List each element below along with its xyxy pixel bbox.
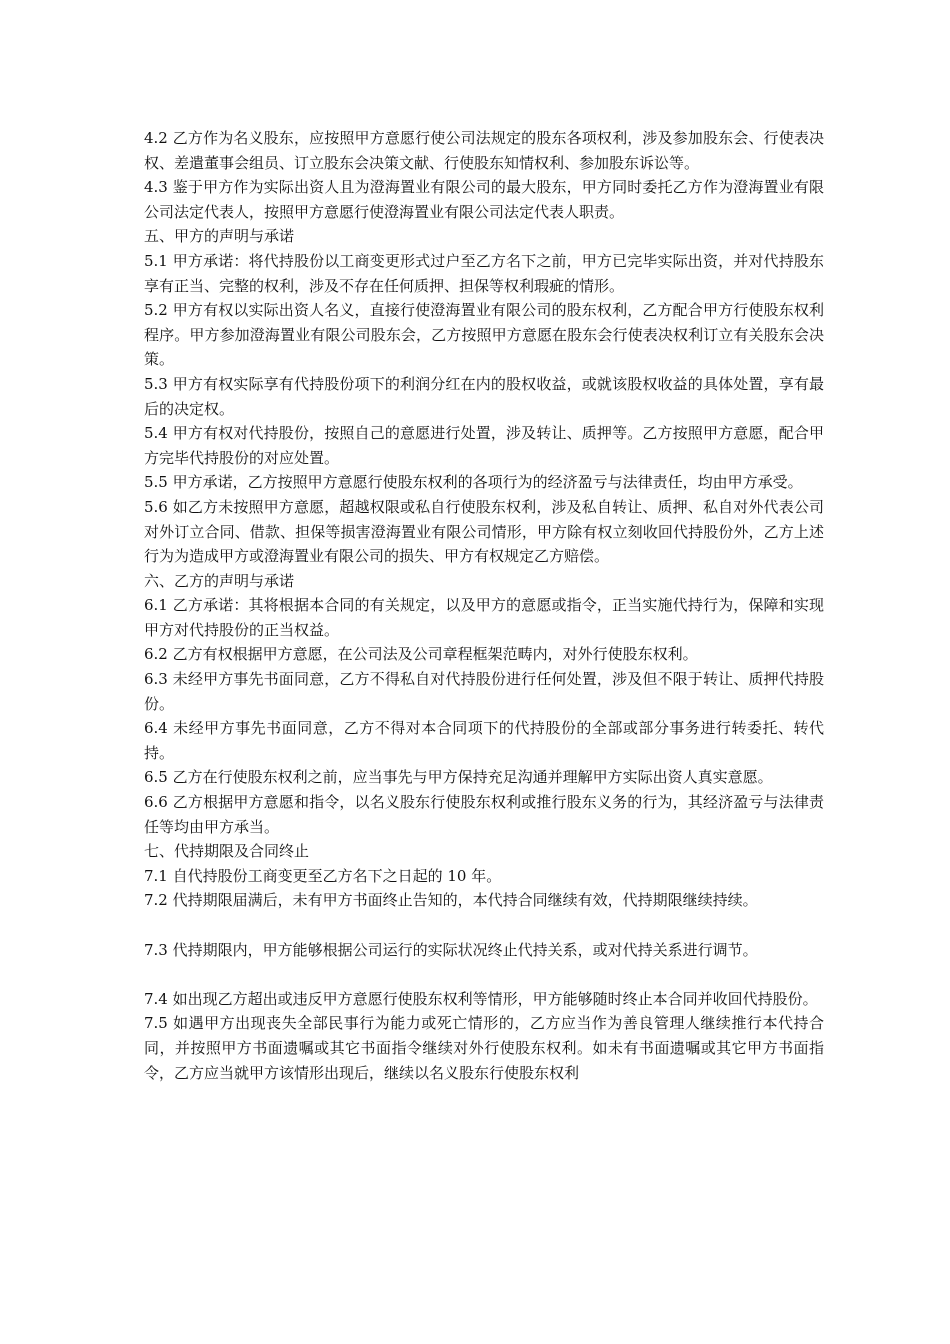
clause-6-5: 6.5 乙方在行使股东权利之前，应当事先与甲方保持充足沟通并理解甲方实际出资人真实意愿。	[144, 768, 773, 787]
clause-6-1: 6.1 乙方承诺：其将根据本合同的有关规定，以及甲方的意愿或指令，正当实施代持行为，保障和实现甲方对代持股份的正当权益。	[144, 596, 824, 639]
clause-6-2: 6.2 乙方有权根据甲方意愿，在公司法及公司章程框架范畴内，对外行使股东权利。	[144, 645, 698, 664]
clause-7-1: 7.1 自代持股份工商变更至乙方名下之日起的 10 年。	[144, 866, 502, 885]
clause-5-4: 5.4 甲方有权对代持股份，按照自己的意愿进行处置，涉及转让、质押等。乙方按照甲方意愿，配合甲方完毕代持股份的对应处置。	[144, 424, 824, 467]
section-heading-5: 五、甲方的声明与承诺	[144, 227, 295, 246]
clause-5-6: 5.6 如乙方未按照甲方意愿，超越权限或私自行使股东权利，涉及私自转让、质押、私自对外代表公司对外订立合同、借款、担保等损害澄海置业有限公司情形，甲方除有权立刻收回代持股份外，乙方上述行为为造成甲方或澄海置业有限公司的损失、甲方有权规定乙方赔偿。	[144, 497, 824, 566]
clause-6-4: 6.4 未经甲方事先书面同意，乙方不得对本合同项下的代持股份的全部或部分事务进行转委托、转代持。	[144, 719, 824, 762]
clause-6-6: 6.6 乙方根据甲方意愿和指令，以名义股东行使股东权利或推行股东义务的行为，其经济盈亏与法律责任等均由甲方承当。	[144, 793, 824, 836]
clause-5-1: 5.1 甲方承诺：将代持股份以工商变更形式过户至乙方名下之前，甲方已完毕实际出资，并对代持股东享有正当、完整的权利，涉及不存在任何质押、担保等权利瑕疵的情形。	[144, 251, 824, 295]
section-heading-7: 七、代持期限及合同终止	[144, 842, 310, 861]
clause-4-2: 4.2 乙方作为名义股东，应按照甲方意愿行使公司法规定的股东各项权利，涉及参加股东会、行使表决权、差遣董事会组员、订立股东会决策文献、行使股东知情权利、参加股东诉讼等。	[144, 129, 824, 172]
document-body	[144, 126, 824, 1085]
clause-4-3: 4.3 鉴于甲方作为实际出资人且为澄海置业有限公司的最大股东，甲方同时委托乙方作为澄海置业有限公司法定代表人，按照甲方意愿行使澄海置业有限公司法定代表人职责。	[144, 178, 824, 221]
clause-7-4: 7.4 如出现乙方超出或违反甲方意愿行使股东权利等情形，甲方能够随时终止本合同并收回代持股份。	[144, 989, 818, 1008]
clause-5-2: 5.2 甲方有权以实际出资人名义，直接行使澄海置业有限公司的股东权利，乙方配合甲方行使股东权利程序。甲方参加澄海置业有限公司股东会，乙方按照甲方意愿在股东会行使表决权利订立有关股东会决策。	[144, 301, 824, 369]
clause-6-3: 6.3 未经甲方事先书面同意，乙方不得私自对代持股份进行任何处置，涉及但不限于转让、质押代持股份。	[144, 670, 824, 713]
clause-7-5: 7.5 如遇甲方出现丧失全部民事行为能力或死亡情形的，乙方应当作为善良管理人继续推行本代持合同，并按照甲方书面遗嘱或其它书面指令继续对外行使股东权利。如未有书面遗嘱或其它甲方书面指令，乙方应当就甲方该情形出现后，继续以名义股东行使股东权利	[144, 1014, 824, 1082]
section-heading-6: 六、乙方的声明与承诺	[144, 571, 295, 590]
clause-5-3: 5.3 甲方有权实际享有代持股份项下的利润分红在内的股权收益，或就该股权收益的具体处置，享有最后的决定权。	[144, 374, 824, 418]
clause-7-3: 7.3 代持期限内，甲方能够根据公司运行的实际状况终止代持关系，或对代持关系进行调节。	[144, 940, 758, 959]
clause-5-5: 5.5 甲方承诺，乙方按照甲方意愿行使股东权利的各项行为的经济盈亏与法律责任，均由甲方承受。	[144, 473, 803, 492]
clause-7-2: 7.2 代持期限届满后，未有甲方书面终止告知的，本代持合同继续有效，代持期限继续持续。	[144, 891, 758, 910]
